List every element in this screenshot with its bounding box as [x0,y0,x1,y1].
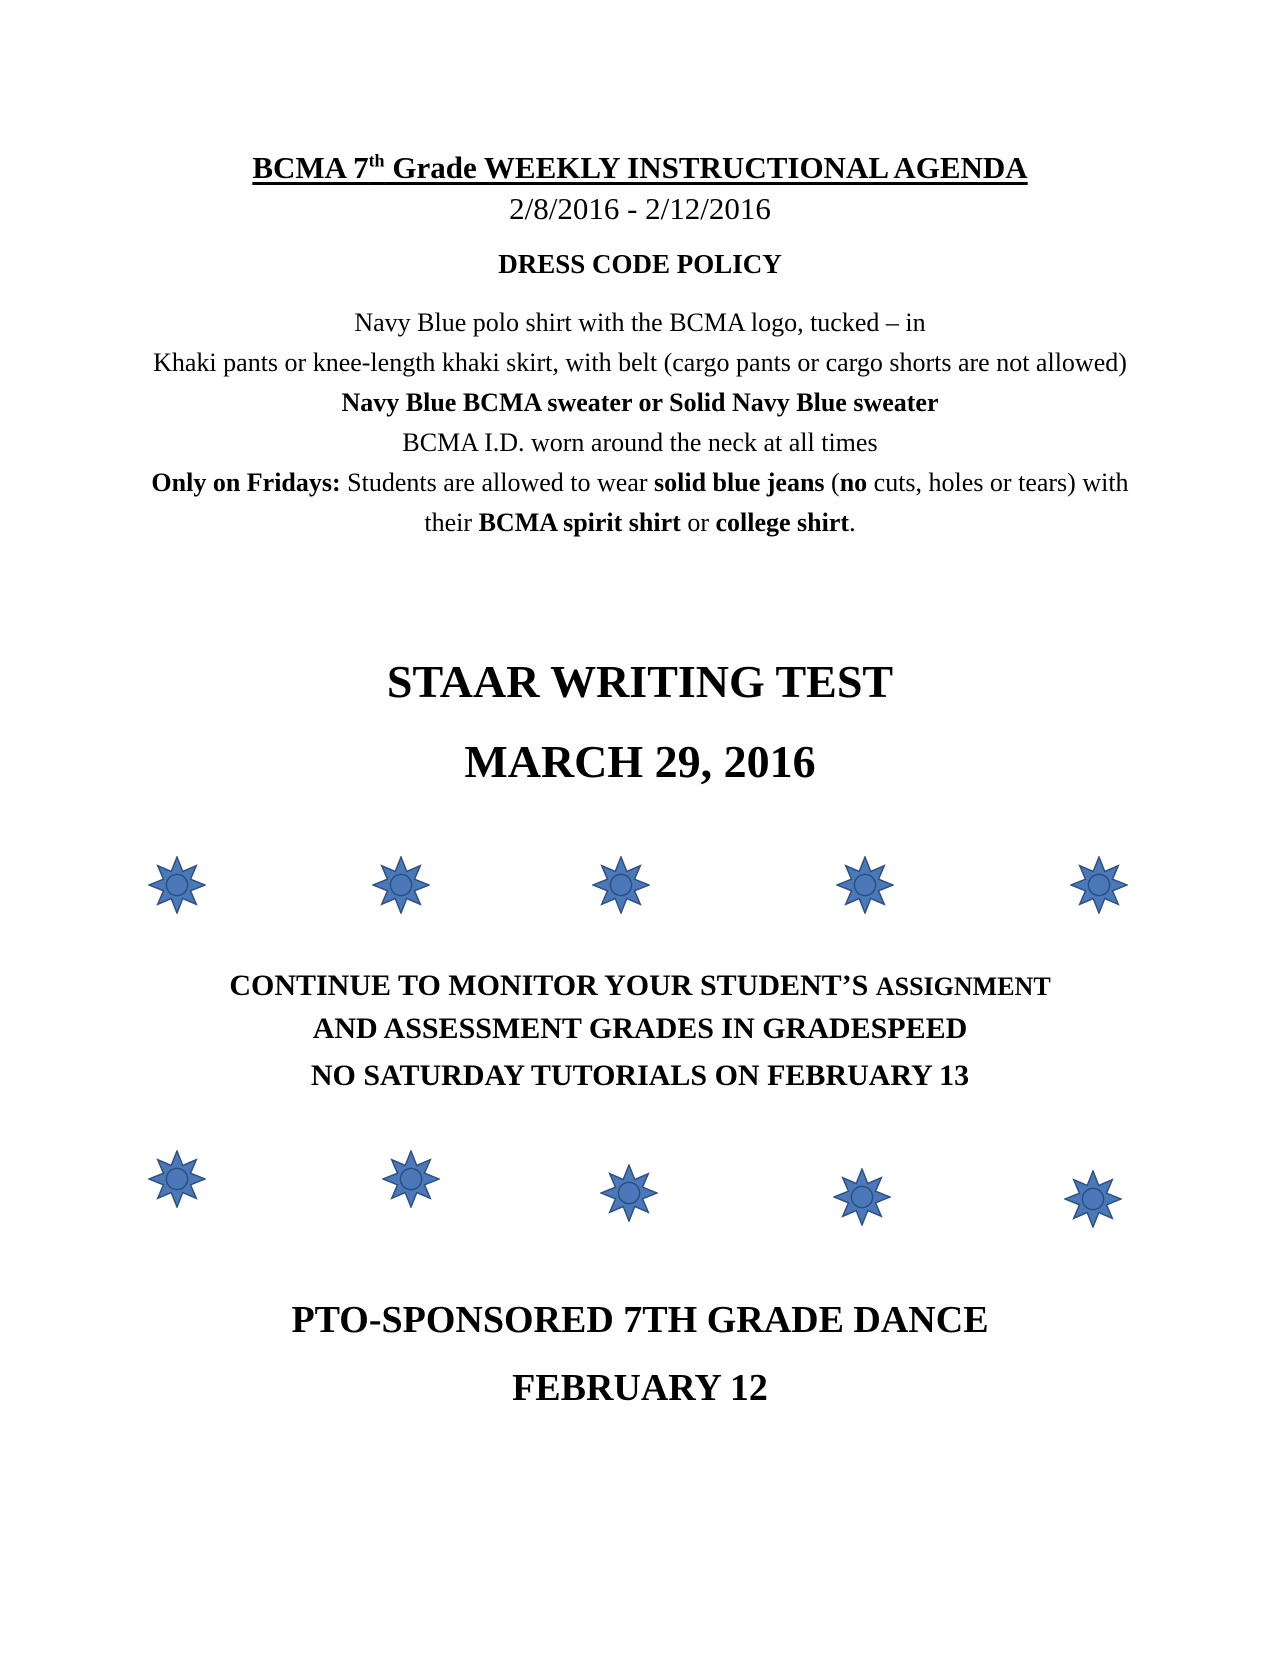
title-suffix: Grade WEEKLY INSTRUCTIONAL AGENDA [384,150,1028,185]
star-flower-icon [372,856,430,914]
star-flower-icon [833,1168,891,1226]
title-prefix: BCMA 7 [252,150,369,185]
star-flower-icon [1064,1170,1122,1228]
title-superscript: th [368,150,385,171]
star-flower-icon [836,856,894,914]
staar-title: STAAR WRITING TEST [386,656,894,707]
star-flower-icon [592,856,650,914]
dance-title: PTO-SPONSORED 7TH GRADE DANCE [291,1299,989,1341]
star-flower-icon [1070,856,1128,914]
dress-line-friday: Only on Fridays: Students are allowed to wear solid blue jeans (no cuts, holes or tears) with their BCMA spirit shirt or college shirt. [151,468,1129,537]
date-range: 2/8/2016 - 2/12/2016 [509,191,771,226]
dress-code-body [0,303,1280,543]
star-flower-icon [600,1164,658,1222]
dress-line-sweater: Navy Blue BCMA sweater or Solid Navy Blue sweater [341,388,939,417]
dance-date: FEBRUARY 12 [512,1367,768,1409]
dress-line-khaki: Khaki pants or knee-length khaki skirt, with belt (cargo pants or cargo shorts are not allowed) [153,348,1127,377]
star-flower-icon [382,1150,440,1208]
monitor-grades-notice: CONTINUE TO MONITOR YOUR STUDENT’S ASSIGNMENT AND ASSESSMENT GRADES IN GRADESPEED [229,969,1051,1045]
no-saturday-tutorials-notice: NO SATURDAY TUTORIALS ON FEBRUARY 13 [310,1059,970,1092]
star-flower-icon [148,1150,206,1208]
staar-date: MARCH 29, 2016 [464,736,816,787]
dress-line-id: BCMA I.D. worn around the neck at all times [402,428,878,457]
star-flower-icon [148,856,206,914]
dress-code-heading: DRESS CODE POLICY [498,249,782,279]
page-title [0,150,1280,186]
dress-line-polo: Navy Blue polo shirt with the BCMA logo, tucked – in [354,308,926,337]
